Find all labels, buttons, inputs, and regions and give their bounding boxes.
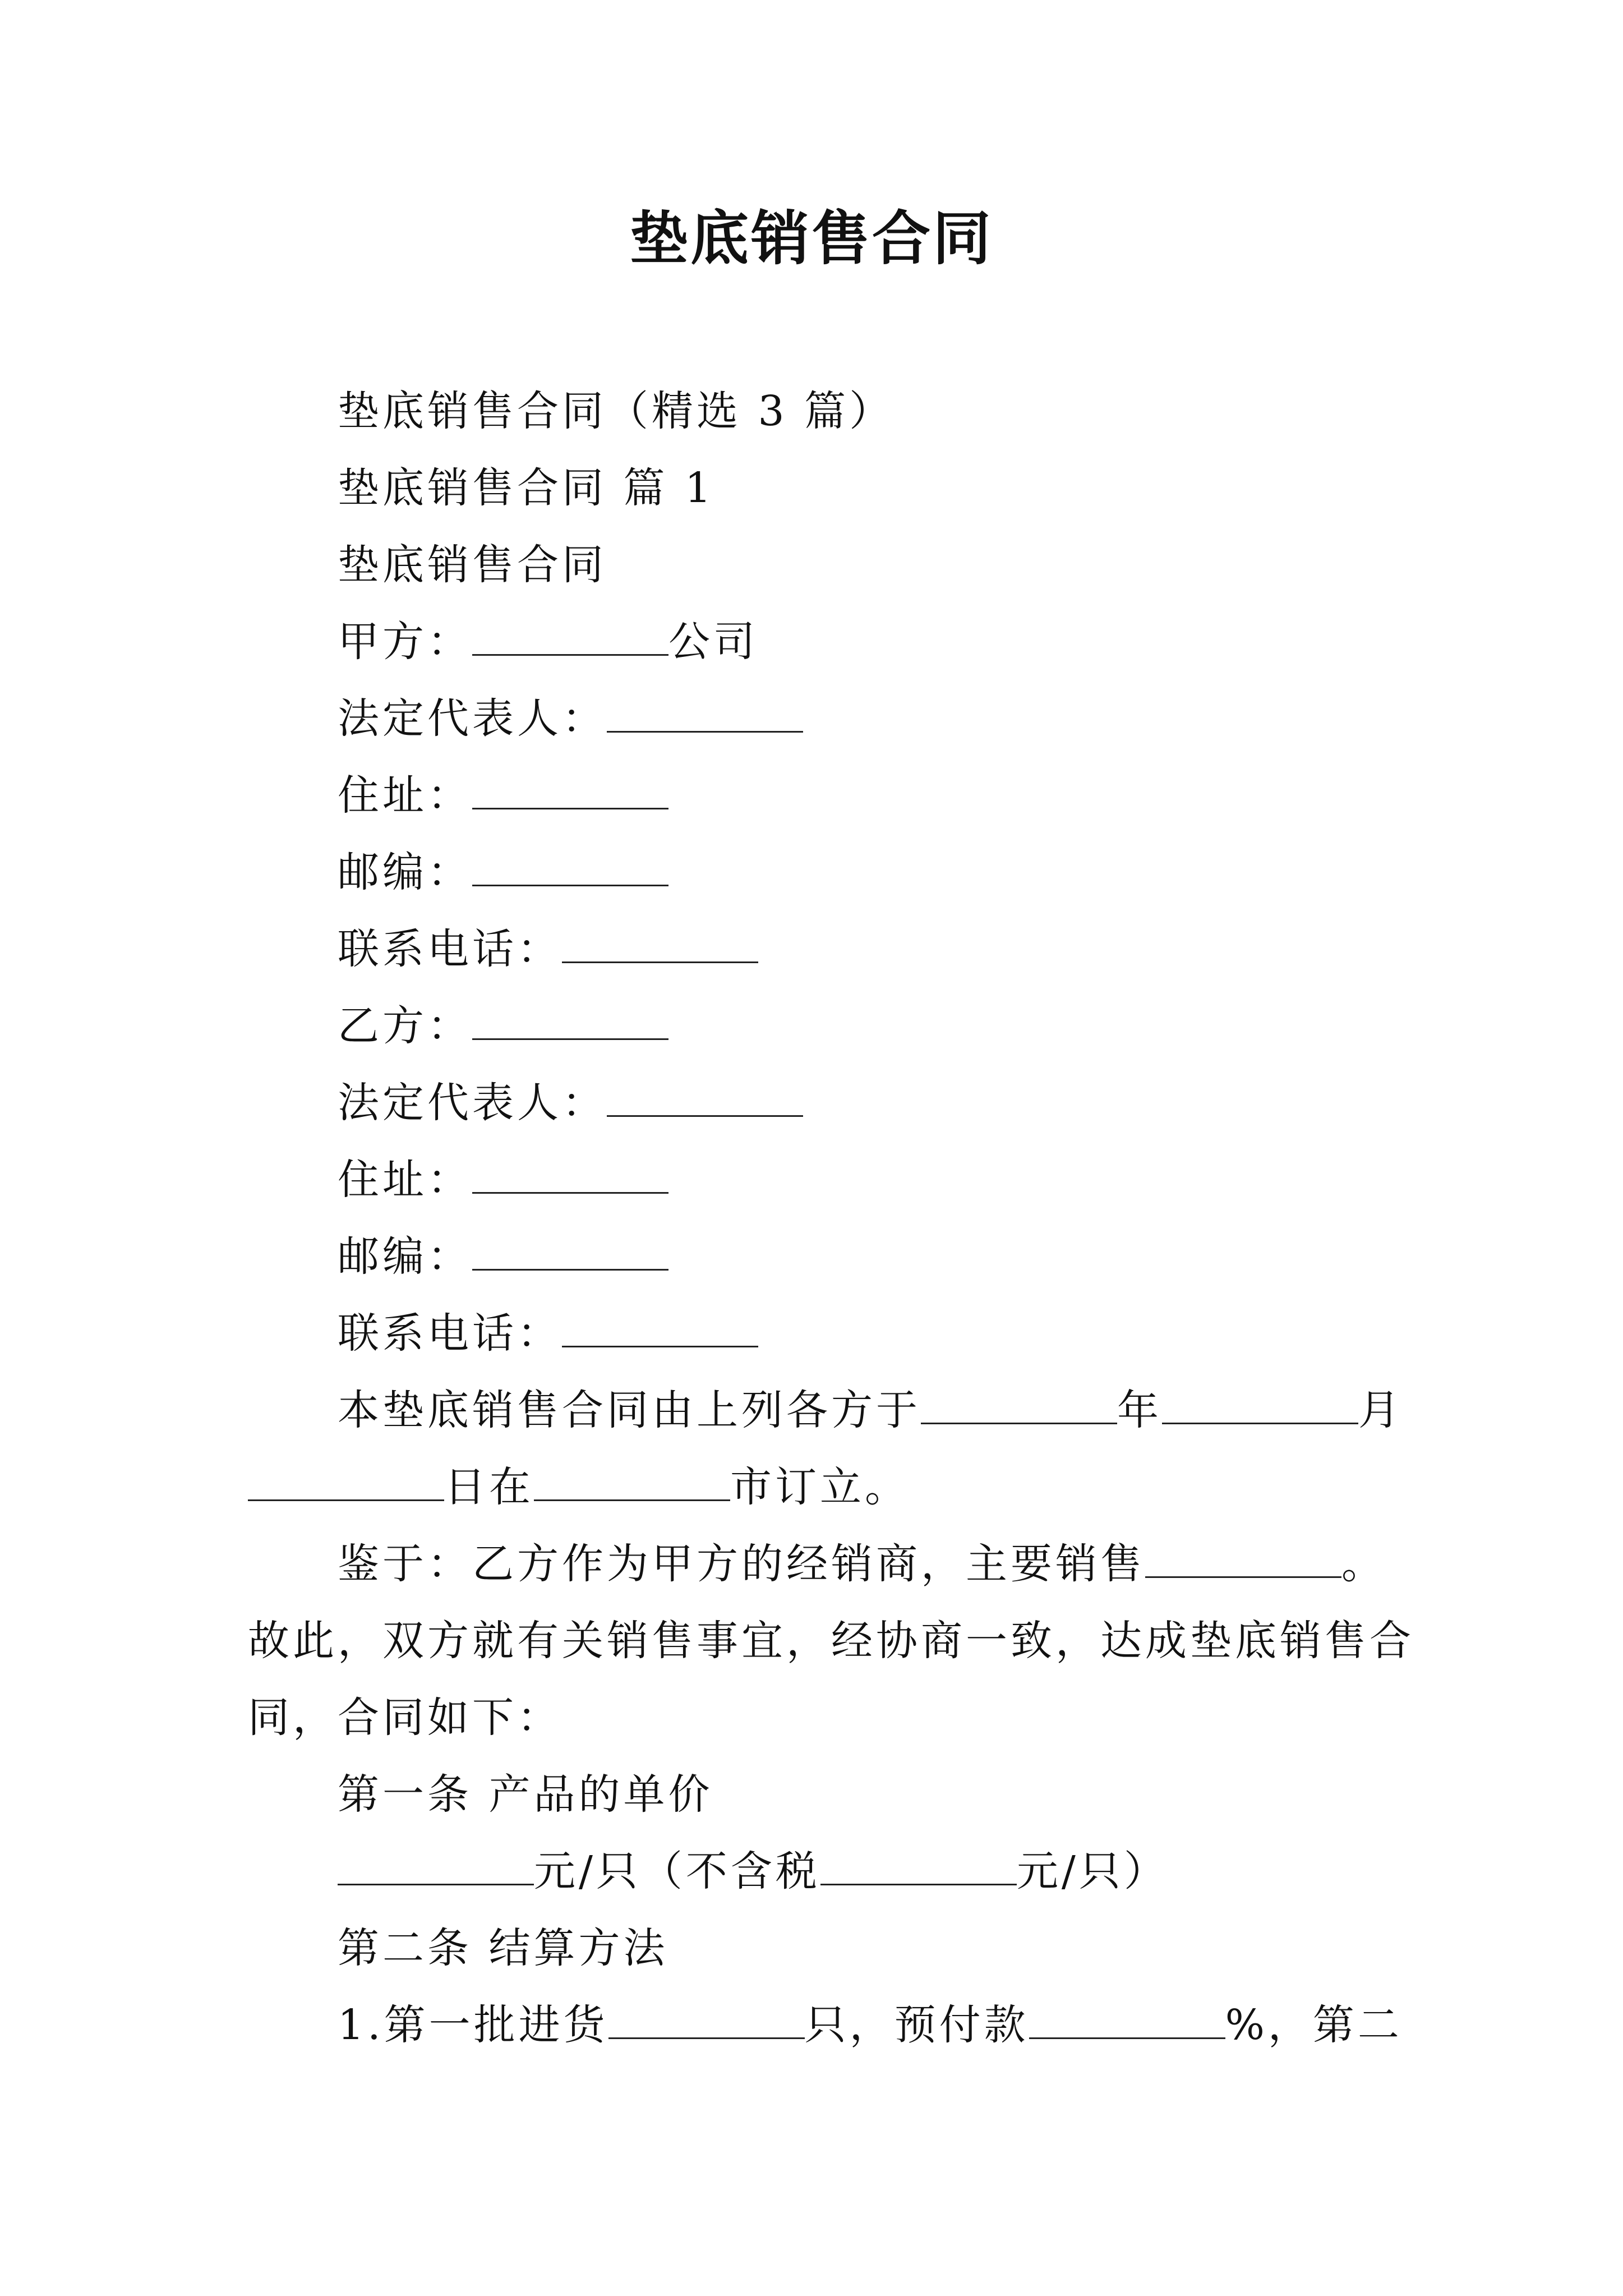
party-b-address-label: 住址：	[338, 1156, 472, 1204]
party-b-postcode-line	[248, 1218, 1386, 1295]
whereas-line-2: 故此，双方就有关销售事宜，经协商一致，达成垫底销售合	[248, 1617, 1414, 1665]
party-b-phone-line	[248, 1295, 1386, 1372]
party-b-phone-label: 联系电话：	[338, 1309, 562, 1358]
party-a-phone-blank	[562, 928, 758, 963]
clause-1-end: %，第二	[1225, 2001, 1403, 2049]
party-a-address-blank	[472, 774, 668, 809]
intro-month: 月	[1358, 1386, 1403, 1434]
intro-day: 日在	[444, 1463, 534, 1511]
intro-text: 本垫底销售合同由上列各方于	[338, 1386, 921, 1434]
party-b-rep-line	[248, 1065, 1386, 1142]
article-1-price-line	[248, 1833, 1386, 1910]
party-a-address-label: 住址：	[338, 771, 472, 820]
subtitle: 垫底销售合同（精选 3 篇）	[338, 387, 895, 435]
party-b-address-blank	[472, 1158, 668, 1194]
party-b-rep-label: 法定代表人：	[338, 1079, 607, 1127]
quantity-blank	[608, 2004, 805, 2039]
clause-1-line	[248, 1987, 1403, 2064]
party-a-phone-line	[248, 911, 1386, 988]
document-body	[248, 373, 1414, 2064]
clause-1-text: 1.第一批进货	[338, 2001, 608, 2049]
whereas-line-3: 同，合同如下：	[248, 1694, 562, 1742]
party-a-phone-label: 联系电话：	[338, 925, 562, 973]
article-2-heading: 第二条 结算方法	[338, 1924, 668, 1972]
price-excl-tax-blank	[820, 1850, 1017, 1885]
party-b-label: 乙方：	[338, 1002, 472, 1050]
price-blank	[338, 1850, 534, 1885]
city-blank	[534, 1466, 730, 1501]
party-a-suffix: 公司	[668, 618, 758, 666]
part-heading: 垫底销售合同 篇 1	[338, 464, 715, 512]
clause-1-mid: 只，预付款	[804, 2001, 1029, 2049]
day-blank	[248, 1466, 444, 1501]
party-a-rep-label: 法定代表人：	[338, 694, 607, 743]
party-b-postcode-label: 邮编：	[338, 1232, 472, 1281]
month-blank	[1162, 1389, 1358, 1424]
price-unit-end: 元/只）	[1016, 1847, 1169, 1895]
intro-end: 市订立。	[730, 1463, 910, 1511]
party-b-address-line	[248, 1142, 1386, 1218]
party-a-rep-blank	[607, 697, 803, 733]
price-unit: 元/只（不含税	[534, 1847, 820, 1895]
party-a-postcode-blank	[472, 851, 668, 886]
party-b-postcode-blank	[472, 1235, 668, 1271]
intro-line-1	[248, 1372, 1403, 1449]
whereas-text: 鉴于：乙方作为甲方的经销商，主要销售	[338, 1540, 1145, 1588]
product-blank	[1145, 1543, 1341, 1578]
party-a-line	[248, 604, 1386, 680]
whereas-line-1	[248, 1526, 1386, 1603]
party-b-phone-blank	[562, 1312, 758, 1347]
party-a-postcode-line	[248, 834, 1386, 911]
party-b-line	[248, 988, 1386, 1065]
party-a-label: 甲方：	[338, 618, 472, 666]
party-a-postcode-label: 邮编：	[338, 848, 472, 896]
party-a-rep-line	[248, 680, 1386, 757]
intro-year: 年	[1117, 1386, 1162, 1434]
contract-name: 垫底销售合同	[338, 541, 607, 589]
party-b-rep-blank	[607, 1082, 803, 1117]
party-a-address-line	[248, 757, 1386, 834]
party-b-name-blank	[472, 1005, 668, 1040]
prepay-blank	[1029, 2004, 1225, 2039]
year-blank	[921, 1389, 1117, 1424]
whereas-end: 。	[1341, 1540, 1386, 1588]
party-a-name-blank	[472, 620, 668, 656]
article-1-heading: 第一条 产品的单价	[338, 1770, 713, 1819]
intro-line-2	[248, 1449, 1386, 1526]
document-title: 垫底销售合同	[629, 204, 993, 273]
